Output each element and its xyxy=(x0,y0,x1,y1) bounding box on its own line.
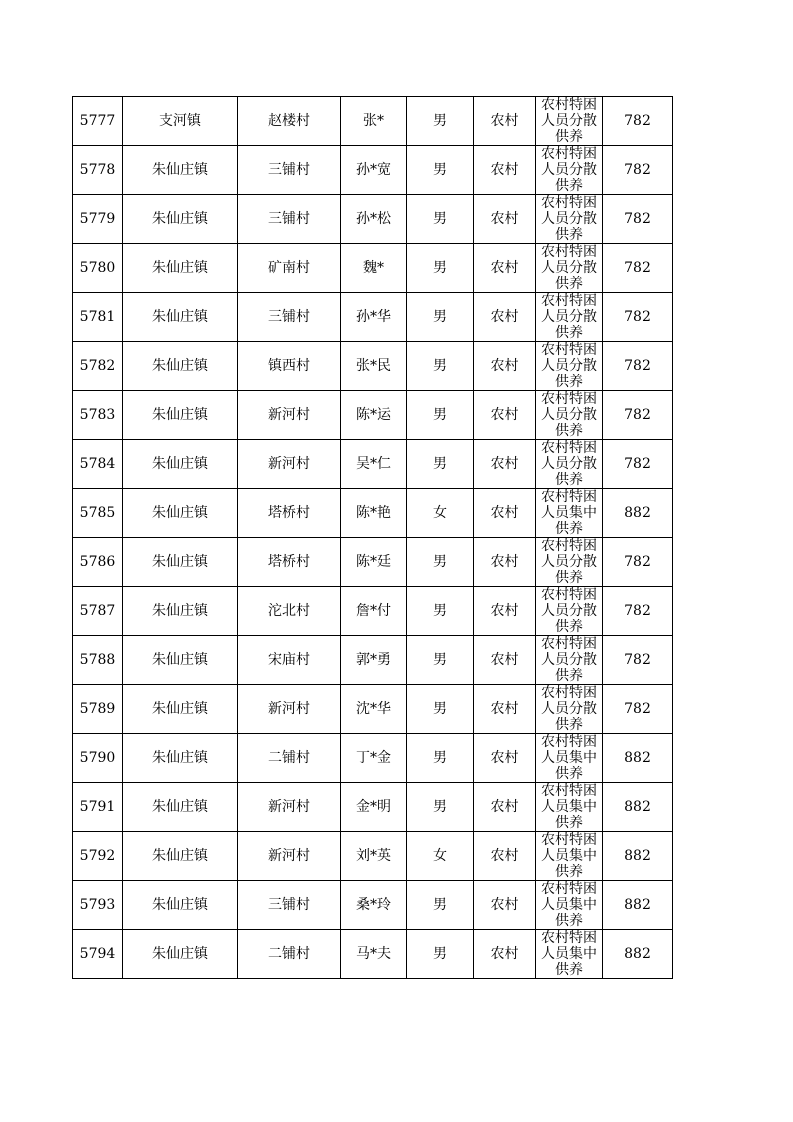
cell-id: 5793 xyxy=(73,881,123,930)
cell-category xyxy=(536,587,603,636)
cell-gender: 男 xyxy=(407,636,474,685)
cell-village: 二铺村 xyxy=(238,734,341,783)
category-text: 农村特困人员分散供养 xyxy=(541,293,597,341)
cell-amount: 782 xyxy=(603,538,673,587)
table-row xyxy=(73,195,673,244)
table-row xyxy=(73,146,673,195)
cell-area: 农村 xyxy=(474,440,536,489)
cell-amount: 782 xyxy=(603,342,673,391)
cell-name: 魏* xyxy=(341,244,407,293)
cell-village: 新河村 xyxy=(238,440,341,489)
category-text: 农村特困人员分散供养 xyxy=(541,538,597,586)
cell-town: 朱仙庄镇 xyxy=(123,881,238,930)
cell-gender: 男 xyxy=(407,195,474,244)
cell-category xyxy=(536,783,603,832)
cell-id: 5780 xyxy=(73,244,123,293)
cell-name: 陈*运 xyxy=(341,391,407,440)
table-row xyxy=(73,97,673,146)
cell-area: 农村 xyxy=(474,636,536,685)
table-row xyxy=(73,538,673,587)
cell-village: 新河村 xyxy=(238,685,341,734)
cell-area: 农村 xyxy=(474,391,536,440)
cell-village: 新河村 xyxy=(238,391,341,440)
cell-amount: 782 xyxy=(603,97,673,146)
cell-category xyxy=(536,832,603,881)
cell-category xyxy=(536,636,603,685)
category-text: 农村特困人员集中供养 xyxy=(541,881,597,929)
cell-village: 新河村 xyxy=(238,783,341,832)
category-text: 农村特困人员集中供养 xyxy=(541,930,597,978)
cell-amount: 782 xyxy=(603,391,673,440)
cell-category xyxy=(536,489,603,538)
cell-town: 朱仙庄镇 xyxy=(123,391,238,440)
cell-area: 农村 xyxy=(474,293,536,342)
category-text: 农村特困人员集中供养 xyxy=(541,783,597,831)
cell-category xyxy=(536,685,603,734)
cell-id: 5779 xyxy=(73,195,123,244)
table-row xyxy=(73,391,673,440)
cell-id: 5777 xyxy=(73,97,123,146)
cell-amount: 782 xyxy=(603,195,673,244)
cell-village: 三铺村 xyxy=(238,293,341,342)
category-text: 农村特困人员分散供养 xyxy=(541,195,597,243)
cell-gender: 男 xyxy=(407,293,474,342)
category-text: 农村特困人员分散供养 xyxy=(541,636,597,684)
table-row xyxy=(73,489,673,538)
cell-category xyxy=(536,391,603,440)
table-row xyxy=(73,685,673,734)
cell-village: 塔桥村 xyxy=(238,538,341,587)
cell-gender: 男 xyxy=(407,734,474,783)
table-row xyxy=(73,440,673,489)
roster-body xyxy=(73,97,673,979)
cell-amount: 782 xyxy=(603,636,673,685)
cell-name: 陈*廷 xyxy=(341,538,407,587)
category-text: 农村特困人员分散供养 xyxy=(541,587,597,635)
cell-area: 农村 xyxy=(474,587,536,636)
cell-area: 农村 xyxy=(474,244,536,293)
cell-category xyxy=(536,734,603,783)
cell-name: 孙*宽 xyxy=(341,146,407,195)
cell-village: 三铺村 xyxy=(238,195,341,244)
cell-village: 沱北村 xyxy=(238,587,341,636)
cell-area: 农村 xyxy=(474,195,536,244)
cell-town: 朱仙庄镇 xyxy=(123,195,238,244)
cell-name: 孙*松 xyxy=(341,195,407,244)
cell-area: 农村 xyxy=(474,538,536,587)
cell-area: 农村 xyxy=(474,832,536,881)
cell-village: 二铺村 xyxy=(238,930,341,979)
cell-area: 农村 xyxy=(474,685,536,734)
cell-town: 朱仙庄镇 xyxy=(123,587,238,636)
category-text: 农村特困人员分散供养 xyxy=(541,146,597,194)
cell-gender: 女 xyxy=(407,489,474,538)
cell-amount: 882 xyxy=(603,734,673,783)
category-text: 农村特困人员分散供养 xyxy=(541,685,597,733)
cell-town: 朱仙庄镇 xyxy=(123,293,238,342)
cell-id: 5782 xyxy=(73,342,123,391)
cell-amount: 782 xyxy=(603,587,673,636)
cell-village: 宋庙村 xyxy=(238,636,341,685)
cell-name: 张*民 xyxy=(341,342,407,391)
table-row xyxy=(73,832,673,881)
cell-town: 朱仙庄镇 xyxy=(123,489,238,538)
cell-name: 金*明 xyxy=(341,783,407,832)
cell-village: 三铺村 xyxy=(238,146,341,195)
cell-area: 农村 xyxy=(474,783,536,832)
category-text: 农村特困人员集中供养 xyxy=(541,734,597,782)
cell-area: 农村 xyxy=(474,930,536,979)
cell-id: 5788 xyxy=(73,636,123,685)
cell-amount: 782 xyxy=(603,685,673,734)
cell-gender: 男 xyxy=(407,146,474,195)
cell-area: 农村 xyxy=(474,489,536,538)
cell-town: 朱仙庄镇 xyxy=(123,244,238,293)
category-text: 农村特困人员分散供养 xyxy=(541,342,597,390)
cell-category xyxy=(536,97,603,146)
cell-amount: 782 xyxy=(603,440,673,489)
cell-gender: 男 xyxy=(407,97,474,146)
cell-id: 5781 xyxy=(73,293,123,342)
table-row xyxy=(73,244,673,293)
cell-area: 农村 xyxy=(474,97,536,146)
cell-category xyxy=(536,930,603,979)
cell-gender: 女 xyxy=(407,832,474,881)
cell-town: 朱仙庄镇 xyxy=(123,734,238,783)
cell-name: 詹*付 xyxy=(341,587,407,636)
cell-town: 朱仙庄镇 xyxy=(123,636,238,685)
cell-gender: 男 xyxy=(407,587,474,636)
cell-gender: 男 xyxy=(407,440,474,489)
cell-name: 郭*勇 xyxy=(341,636,407,685)
cell-amount: 882 xyxy=(603,783,673,832)
cell-name: 丁*金 xyxy=(341,734,407,783)
cell-village: 塔桥村 xyxy=(238,489,341,538)
cell-id: 5778 xyxy=(73,146,123,195)
cell-name: 吴*仁 xyxy=(341,440,407,489)
cell-id: 5790 xyxy=(73,734,123,783)
cell-category xyxy=(536,146,603,195)
table-row xyxy=(73,881,673,930)
table-row xyxy=(73,734,673,783)
cell-name: 桑*玲 xyxy=(341,881,407,930)
cell-category xyxy=(536,195,603,244)
cell-area: 农村 xyxy=(474,146,536,195)
category-text: 农村特困人员分散供养 xyxy=(541,97,597,145)
cell-gender: 男 xyxy=(407,342,474,391)
cell-gender: 男 xyxy=(407,783,474,832)
cell-name: 沈*华 xyxy=(341,685,407,734)
cell-name: 张* xyxy=(341,97,407,146)
cell-amount: 882 xyxy=(603,881,673,930)
cell-gender: 男 xyxy=(407,391,474,440)
cell-id: 5794 xyxy=(73,930,123,979)
cell-town: 朱仙庄镇 xyxy=(123,783,238,832)
cell-town: 支河镇 xyxy=(123,97,238,146)
cell-amount: 882 xyxy=(603,489,673,538)
table-row xyxy=(73,930,673,979)
cell-name: 刘*英 xyxy=(341,832,407,881)
cell-id: 5784 xyxy=(73,440,123,489)
roster-table xyxy=(72,96,673,979)
cell-town: 朱仙庄镇 xyxy=(123,342,238,391)
cell-amount: 882 xyxy=(603,930,673,979)
cell-category xyxy=(536,881,603,930)
cell-area: 农村 xyxy=(474,734,536,783)
cell-category xyxy=(536,440,603,489)
cell-village: 镇西村 xyxy=(238,342,341,391)
cell-amount: 882 xyxy=(603,832,673,881)
cell-id: 5787 xyxy=(73,587,123,636)
cell-category xyxy=(536,342,603,391)
cell-name: 马*夫 xyxy=(341,930,407,979)
cell-gender: 男 xyxy=(407,930,474,979)
cell-name: 孙*华 xyxy=(341,293,407,342)
table-row xyxy=(73,636,673,685)
cell-village: 赵楼村 xyxy=(238,97,341,146)
cell-town: 朱仙庄镇 xyxy=(123,930,238,979)
table-row xyxy=(73,293,673,342)
cell-id: 5789 xyxy=(73,685,123,734)
cell-category xyxy=(536,293,603,342)
table-row xyxy=(73,342,673,391)
cell-amount: 782 xyxy=(603,146,673,195)
cell-name: 陈*艳 xyxy=(341,489,407,538)
table-row xyxy=(73,783,673,832)
category-text: 农村特困人员分散供养 xyxy=(541,244,597,292)
cell-area: 农村 xyxy=(474,342,536,391)
cell-gender: 男 xyxy=(407,881,474,930)
cell-town: 朱仙庄镇 xyxy=(123,538,238,587)
category-text: 农村特困人员集中供养 xyxy=(541,832,597,880)
category-text: 农村特困人员分散供养 xyxy=(541,440,597,488)
cell-category xyxy=(536,538,603,587)
category-text: 农村特困人员集中供养 xyxy=(541,489,597,537)
cell-village: 矿南村 xyxy=(238,244,341,293)
cell-town: 朱仙庄镇 xyxy=(123,832,238,881)
cell-gender: 男 xyxy=(407,244,474,293)
cell-town: 朱仙庄镇 xyxy=(123,440,238,489)
cell-gender: 男 xyxy=(407,538,474,587)
cell-id: 5783 xyxy=(73,391,123,440)
cell-id: 5785 xyxy=(73,489,123,538)
cell-village: 三铺村 xyxy=(238,881,341,930)
cell-area: 农村 xyxy=(474,881,536,930)
cell-amount: 782 xyxy=(603,244,673,293)
cell-id: 5791 xyxy=(73,783,123,832)
table-row xyxy=(73,587,673,636)
category-text: 农村特困人员分散供养 xyxy=(541,391,597,439)
cell-category xyxy=(536,244,603,293)
cell-town: 朱仙庄镇 xyxy=(123,685,238,734)
cell-village: 新河村 xyxy=(238,832,341,881)
cell-id: 5792 xyxy=(73,832,123,881)
cell-amount: 782 xyxy=(603,293,673,342)
cell-town: 朱仙庄镇 xyxy=(123,146,238,195)
cell-id: 5786 xyxy=(73,538,123,587)
cell-gender: 男 xyxy=(407,685,474,734)
